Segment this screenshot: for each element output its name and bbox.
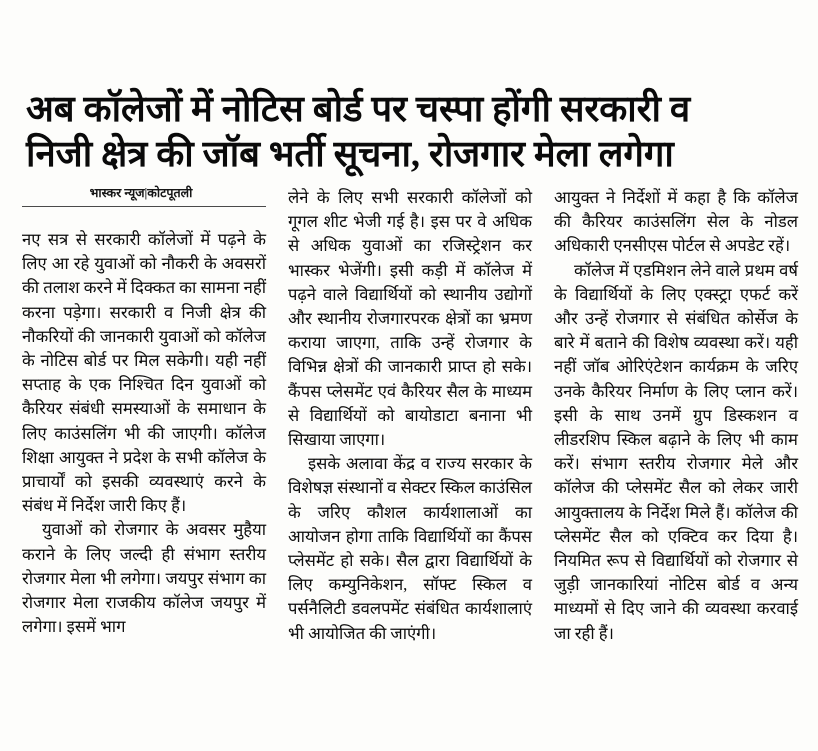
byline: भास्कर न्यूज|कोटपूतली bbox=[89, 186, 193, 200]
paragraph: युवाओं को रोजगार के अवसर मुहैया कराने के लिए जल्दी ही संभाग स्तरीय रोजगार मेला भी लगेगा। जयपुर संभाग का रोजगार मेला राजकीय कॉलेज जयपुर में लगेगा। इसमें भाग bbox=[22, 520, 266, 637]
byline-divider bbox=[22, 206, 266, 207]
paragraph: नए सत्र से सरकारी कॉलेजों में पढ़ने के लिए आ रहे युवाओं को नौकरी के अवसरों की तलाश करने में दिक्कत का सामना नहीं करना पड़ेगा। सरकारी व निजी क्षेत्र की नौकरियों की जानकारी युवाओं को कॉलेज के नोटिस बोर्ड पर मिल सकेगी। यही नहीं सप्ताह के एक निश्चित दिन युवाओं को कैरियर संबंधी समस्याओं के समाधान के लिए काउंसलिंग भी की जाएगी। कॉलेज शिक्षा आयुक्त ने प्रदेश के सभी कॉलेज के प्राचार्यों को इसकी व्यवस्थाएं करने के संबंध में निर्देश जारी किए हैं। bbox=[22, 230, 266, 516]
article-column-3 bbox=[554, 186, 798, 646]
article-columns bbox=[22, 186, 798, 742]
paragraph: लेने के लिए सभी सरकारी कॉलेजों को गूगल शीट भेजी गई है। इस पर वे अधिक से अधिक युवाओं का रजिस्ट्रेशन कर भास्कर भेजेंगी। इसी कड़ी में कॉलेज में पढ़ने वाले विद्यार्थियों को स्थानीय उद्योगों और स्थानीय रोजगारपरक क्षेत्रों का भ्रमण कराया जाएगा, ताकि उन्हें रोजगार के विभिन्न क्षेत्रों की जानकारी प्राप्त हो सके। कैंपस प्लेसमेंट एवं कैरियर सैल के माध्यम से विद्यार्थियों को बायोडाटा बनाना भी सिखाया जाएगा। bbox=[288, 188, 532, 450]
headline-line-2: निजी क्षेत्र की जॉब भर्ती सूचना, रोजगार मेला लगेगा bbox=[26, 133, 674, 175]
article-column-2 bbox=[288, 186, 532, 646]
paragraph: इसके अलावा केंद्र व राज्य सरकार के विशेषज्ञ संस्थानों व सेक्टर स्किल काउंसिल के जरिए कौशल कार्यशालाओं का आयोजन होगा ताकि विद्यार्थियों का कैंपस प्लेसमेंट हो सके। सैल द्वारा विद्यार्थियों के लिए कम्युनिकेशन, सॉफ्ट स्किल व पर्सनैलिटी डवलपमेंट संबंधित कार्यशालाएं भी आयोजित की जाएंगी। bbox=[288, 454, 532, 643]
byline-block bbox=[22, 186, 266, 226]
headline-line-1: अब कॉलेजों में नोटिस बोर्ड पर चस्पा होंगी सरकारी व bbox=[26, 88, 691, 130]
page-title bbox=[26, 86, 796, 176]
paragraph: कॉलेज में एडमिशन लेने वाले प्रथम वर्ष के विद्यार्थियों के लिए एक्स्ट्रा एफर्ट करें और उन्हें रोजगार से संबंधित कोर्सेज के बारे में बताने की विशेष व्यवस्था करें। यही नहीं जॉब ओरिएंटेशन कार्यक्रम के जरिए उनके कैरियर निर्माण के लिए प्लान करें। इसी के साथ उनमें ग्रुप डिस्कशन व लीडरशिप स्किल बढ़ाने के लिए भी काम करें। संभाग स्तरीय रोजगार मेले और कॉलेज की प्लेसमेंट सैल को लेकर जारी आयुक्तालय के निर्देश मिले हैं। कॉलेज की प्लेसमेंट सैल को एक्टिव कर दिया है। नियमित रूप से विद्यार्थियों को रोजगार से जुड़ी जानकारियां नोटिस बोर्ड व अन्य माध्यमों से दिए जाने की व्यवस्था करवाई जा रही हैं। bbox=[554, 260, 798, 643]
article-column-1 bbox=[22, 186, 266, 639]
paragraph: आयुक्त ने निर्देशों में कहा है कि कॉलेज की कैरियर काउंसलिंग सेल के नोडल अधिकारी एनसीएस पोर्टल से अपडेट रहें। bbox=[554, 188, 798, 256]
